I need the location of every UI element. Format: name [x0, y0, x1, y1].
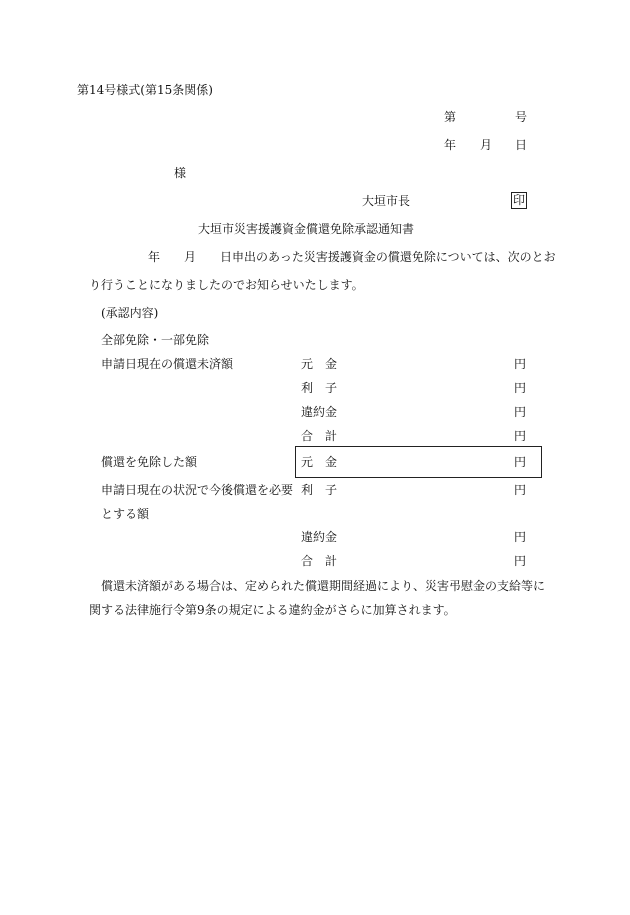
future-label-line-1: 申請日現在の状況で今後償還を必要	[101, 483, 294, 497]
footer-line-1: 償還未済額がある場合は、定められた償還期間経過により、災害弔慰金の支給等に	[101, 579, 546, 593]
future-interest-label: 利 子	[301, 483, 338, 497]
document-title: 大垣市災害援護資金償還免除承認通知書	[198, 222, 415, 236]
future-total-yen: 円	[514, 554, 527, 568]
unpaid-interest-label: 利 子	[301, 381, 338, 395]
unpaid-penalty-label: 違約金	[301, 405, 338, 419]
future-interest-yen: 円	[514, 483, 527, 497]
intro-line-2: り行うことになりましたのでお知らせいたします。	[89, 278, 364, 292]
intro-month: 月	[184, 250, 197, 264]
form-number: 第14号様式(第15条関係)	[77, 83, 213, 97]
future-penalty-label: 違約金	[301, 530, 338, 544]
future-label-line-2: とする額	[101, 507, 150, 521]
exempted-principal-yen: 円	[514, 455, 527, 469]
unpaid-interest-yen: 円	[514, 381, 527, 395]
future-total-label: 合 計	[301, 554, 338, 568]
issuer: 大垣市長	[362, 194, 411, 208]
future-penalty-yen: 円	[514, 530, 527, 544]
exempted-label: 償還を免除した額	[101, 455, 198, 469]
recipient-suffix: 様	[174, 166, 187, 180]
section-label: (承認内容)	[101, 306, 159, 320]
exempted-principal-label: 元 金	[301, 455, 338, 469]
seal-stamp: 印	[513, 193, 526, 207]
doc-no-go: 号	[515, 110, 528, 124]
exemption-type: 全部免除・一部免除	[101, 333, 210, 347]
unpaid-penalty-yen: 円	[514, 405, 527, 419]
date-day: 日	[515, 138, 528, 152]
unpaid-total-label: 合 計	[301, 429, 338, 443]
unpaid-principal-label: 元 金	[301, 357, 338, 371]
intro-year: 年	[148, 250, 161, 264]
date-year: 年	[444, 138, 457, 152]
unpaid-label: 申請日現在の償還未済額	[101, 357, 234, 371]
unpaid-principal-yen: 円	[514, 357, 527, 371]
unpaid-total-yen: 円	[514, 429, 527, 443]
footer-line-2: 関する法律施行令第9条の規定による違約金がさらに加算されます。	[89, 603, 456, 617]
intro-line-1: 日申出のあった災害援護資金の償還免除については、次のとお	[220, 250, 556, 264]
doc-no-dai: 第	[444, 110, 457, 124]
date-month: 月	[480, 138, 493, 152]
